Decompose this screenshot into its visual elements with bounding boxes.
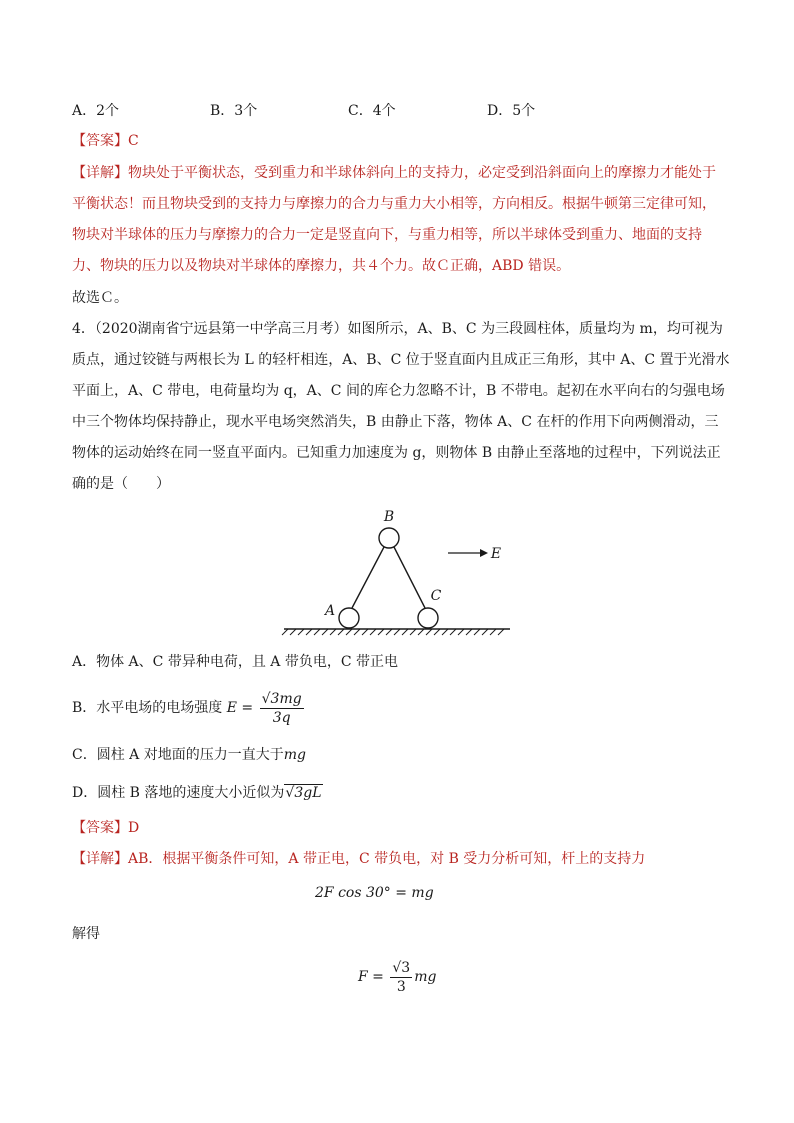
option-b-lhs: E = (226, 700, 254, 716)
detail-label: 【详解】 (72, 851, 128, 867)
option-a: A．物体 A、C 带异种电荷，且 A 带负电，C 带正电 (72, 654, 399, 670)
rod-bc (394, 547, 425, 608)
prev-detail-line-2: 平衡状态！而且物块受到的支持力与摩擦力的合力与重力大小相等，方向相反。根据牛顿第三定律可知， (72, 196, 716, 212)
prev-option-a: A．2个 (72, 103, 120, 119)
question-line-4: 中三个物体均保持静止，现水平电场突然消失，B 由静止下落，物体 A、C 在杆的作用下向两侧滑动，三 (72, 414, 719, 430)
label-e: E (490, 546, 502, 562)
answer-value: D (128, 820, 140, 836)
option-d (72, 783, 323, 803)
answer-label: 【答案】 (72, 820, 128, 836)
option-c (72, 745, 306, 765)
prev-detail-line-1 (72, 163, 716, 183)
detail-line (72, 849, 645, 869)
question-line-3: 平面上，A、C 带电，电荷量均为 q，A、C 间的库仑力忽略不计，B 不带电。起初在水平向右的匀强电场 (72, 383, 725, 399)
cylinder-a (339, 608, 359, 628)
prev-answer-value: C (128, 133, 139, 149)
equation-2-denominator: 3 (396, 978, 406, 995)
prev-conclusion: 故选Ｃ。 (72, 290, 128, 306)
prev-option-b: B．3个 (210, 103, 258, 119)
prev-detail-label: 【详解】 (72, 165, 128, 181)
rod-ab (352, 547, 384, 608)
question-line-1: 4．（2020湖南省宁远县第一中学高三月考）如图所示，A、B、C 为三段圆柱体，质量均为 m，均可视为 (72, 321, 723, 337)
cylinder-b (379, 528, 399, 548)
detail-text: AB．根据平衡条件可知，A 带正电，C 带负电，对 B 受力分析可知，杆上的支持力 (128, 851, 646, 867)
option-c-expr: mg (283, 747, 306, 763)
label-c: C (430, 588, 442, 604)
question-line-6: 确的是（ ） (72, 476, 170, 492)
prev-answer (72, 131, 139, 151)
question-line-2: 质点，通过铰链与两根长为 L 的轻杆相连，A、B、C 位于竖直面内且成正三角形，其中 A、C 置于光滑水 (72, 352, 730, 368)
option-b-denominator: 3q (272, 709, 291, 726)
option-b (72, 689, 306, 727)
solve-text: 解得 (72, 926, 100, 942)
answer (72, 818, 139, 838)
equation-2-rhs: mg (414, 969, 437, 985)
prev-option-d: D．5个 (487, 103, 536, 119)
label-b: B (383, 509, 395, 525)
option-b-prefix: B．水平电场的电场强度 (72, 700, 223, 716)
prev-option-c: C．4个 (348, 103, 396, 119)
equation-2 (358, 958, 436, 996)
equation-2-fraction (390, 959, 412, 996)
equation-2-lhs: F = (358, 969, 384, 985)
question-line-5: 物体的运动始终在同一竖直平面内。已知重力加速度为 g，则物体 B 由静止至落地的过程中，下列说法正 (72, 445, 721, 461)
prev-answer-label: 【答案】 (72, 133, 128, 149)
ground-hatching (282, 629, 504, 635)
option-d-prefix: D．圆柱 B 落地的速度大小近似为 (72, 785, 285, 801)
equation-1: 2F cos 30° = mg (315, 885, 434, 901)
equation-2-numerator: √3 (392, 959, 411, 976)
option-b-fraction (260, 690, 304, 727)
option-d-expr: √3gL (285, 785, 322, 801)
prev-detail-line-3: 物块对半球体的压力与摩擦力的合力一定是竖直向下，与重力相等，所以半球体受到重力、地面的支持 (72, 227, 702, 243)
field-arrow-head (480, 549, 488, 557)
cylinder-c (418, 608, 438, 628)
option-c-prefix: C．圆柱 A 对地面的压力一直大于 (72, 747, 284, 763)
triangle-figure (278, 505, 518, 640)
option-b-numerator: √3mg (261, 690, 302, 707)
label-a: A (324, 603, 336, 619)
prev-detail-text-1: 物块处于平衡状态，受到重力和半球体斜向上的支持力，必定受到沿斜面向上的摩擦力才能处于 (128, 165, 716, 181)
prev-detail-line-4: 力、物块的压力以及物块对半球体的摩擦力，共４个力。故Ｃ正确，ABD 错误。 (72, 258, 571, 274)
